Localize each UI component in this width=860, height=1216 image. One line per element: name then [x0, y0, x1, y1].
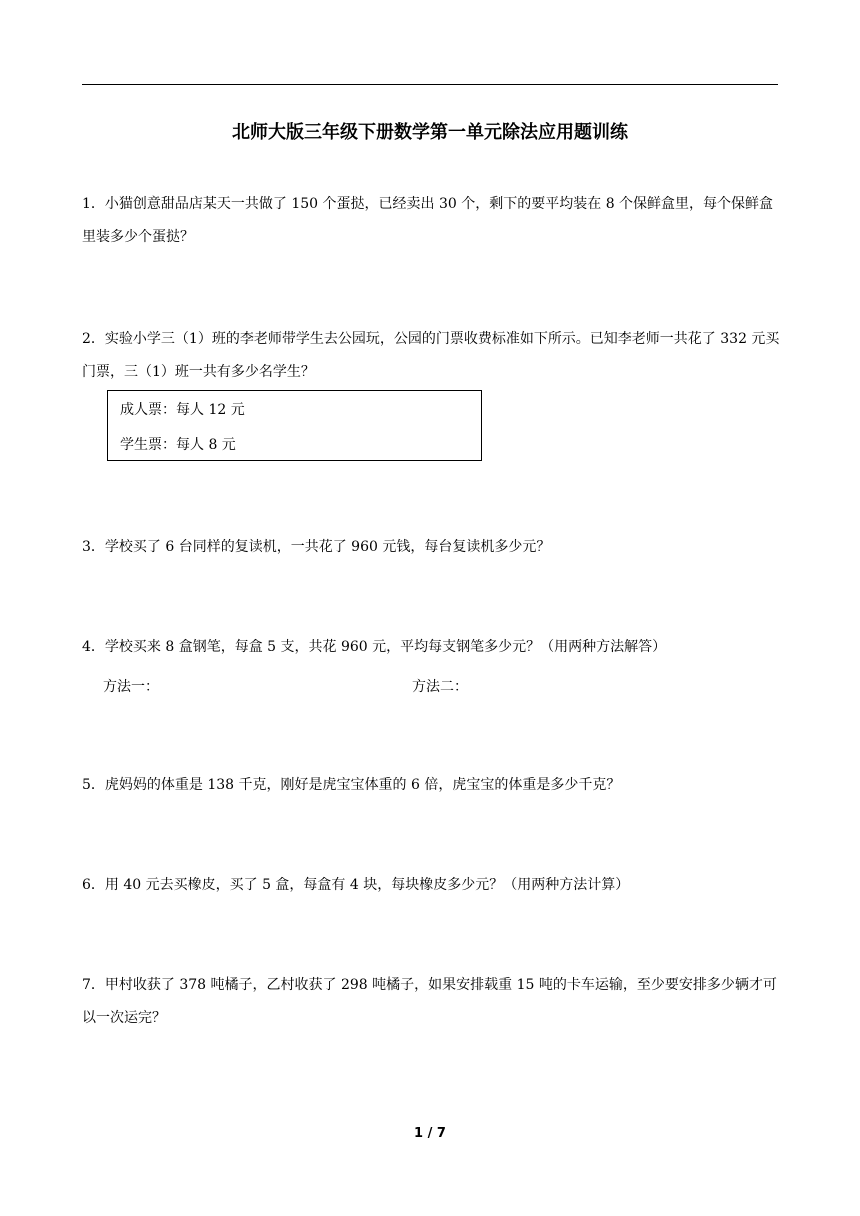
student-ticket-price: 学生票：每人 8 元: [120, 437, 236, 453]
question-2: 2．实验小学三（1）班的李老师带学生去公园玩，公园的门票收费标准如下所示。已知李老师一共花了 332 元买门票，三（1）班一共有多少名学生？: [82, 331, 780, 380]
question-4: 4．学校买来 8 盒钢笔，每盒 5 支，共花 960 元，平均每支钢笔多少元？（用两种方法解答）: [82, 639, 667, 655]
page-title: 北师大版三年级下册数学第一单元除法应用题训练: [232, 122, 628, 143]
question-3: 3．学校买了 6 台同样的复读机，一共花了 960 元钱，每台复读机多少元？: [82, 539, 551, 555]
method-one-label: 方法一：: [103, 679, 159, 695]
question-1: 1．小猫创意甜品店某天一共做了 150 个蛋挞，已经卖出 30 个，剩下的要平均装在 8 个保鲜盒里，每个保鲜盒里装多少个蛋挞？: [82, 196, 774, 245]
question-7: 7．甲村收获了 378 吨橘子，乙村收获了 298 吨橘子，如果安排载重 15 吨的卡车运输，至少要安排多少辆才可以一次运完？: [82, 977, 777, 1026]
question-5: 5．虎妈妈的体重是 138 千克，刚好是虎宝宝体重的 6 倍，虎宝宝的体重是多少千克？: [82, 777, 621, 793]
adult-ticket-price: 成人票：每人 12 元: [120, 402, 245, 418]
page-number: 1 / 7: [414, 1126, 446, 1141]
question-6: 6．用 40 元去买橡皮，买了 5 盒，每盒有 4 块，每块橡皮多少元？（用两种方法计算）: [82, 877, 630, 893]
method-two-label: 方法二：: [412, 679, 468, 695]
ticket-price-box: [107, 390, 482, 461]
header-rule: [82, 84, 778, 85]
